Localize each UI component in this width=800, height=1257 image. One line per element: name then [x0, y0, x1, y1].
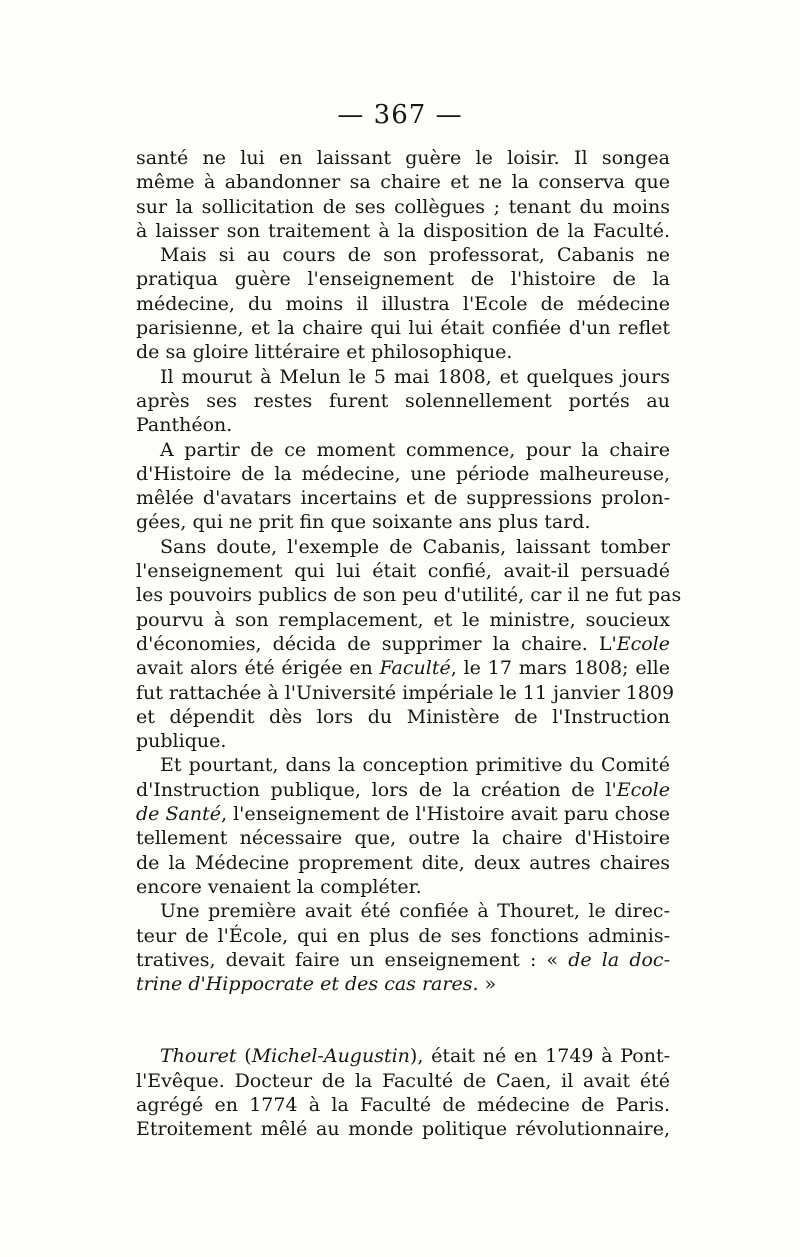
- text-line: après ses restes furent solennellement portés au: [136, 389, 670, 412]
- text-line: fut rattachée à l'Université impériale le 11 janvier 1809: [136, 681, 675, 704]
- paragraph-first-line: Et pourtant, dans la conception primitive du Comité: [160, 754, 670, 777]
- italic-segment: de Santé: [136, 803, 221, 826]
- text-line: tellement nécessaire que, outre la chaire d'Histoire: [136, 827, 670, 850]
- section-gap: [136, 996, 670, 1044]
- text-line: parisienne, et la chaire qui lui était confiée d'un reflet: [136, 317, 670, 340]
- text-line: même à abandonner sa chaire et ne la conserva que: [136, 171, 670, 194]
- text-line: Panthéon.: [136, 414, 233, 437]
- text-line: agrégé en 1774 à la Faculté de médecine de Paris.: [136, 1093, 670, 1116]
- text-segment: d'Instruction publique, lors de la création de l': [136, 778, 617, 801]
- text-line: teur de l'École, qui en plus de ses fonctions adminis-: [136, 924, 670, 947]
- text-segment: ), était né en 1749 à Pont-: [409, 1045, 671, 1068]
- text-segment: (: [236, 1045, 252, 1068]
- text-segment: avait alors été érigée en: [136, 657, 380, 680]
- paragraph-first-line: Il mourut à Melun le 5 mai 1808, et quelques jours: [160, 365, 670, 388]
- paragraph-first-line: Une première avait été confiée à Thouret, le direc-: [160, 900, 670, 923]
- text-segment: d'économies, décida de supprimer la chaire. L': [136, 632, 617, 655]
- italic-segment: Michel-Augustin: [251, 1045, 410, 1068]
- text-line: encore venaient la compléter.: [136, 875, 422, 898]
- italic-segment: Ecole: [616, 778, 670, 801]
- italic-segment: de la doc-: [568, 948, 670, 971]
- text-line: pourvu à son remplacement, et le ministre, soucieux: [136, 608, 670, 631]
- text-line: [136, 802, 670, 826]
- paragraph-first-line: Mais si au cours de son professorat, Cabanis ne: [160, 244, 670, 267]
- text-segment: , le 17 mars 1808; elle: [450, 657, 671, 680]
- text-segment: , l'enseignement de l'Histoire avait paru chose: [220, 803, 670, 826]
- text-line: de sa gloire littéraire et philosophique.: [136, 341, 513, 364]
- italic-segment: Thouret: [160, 1045, 237, 1068]
- text-line: [136, 656, 670, 680]
- text-line: d'Histoire de la médecine, une période malheureuse,: [136, 462, 670, 485]
- text-line: sur la sollicitation de ses collègues ; tenant du moins: [136, 195, 670, 218]
- text-line: à laisser son traitement à la disposition de la Faculté.: [136, 219, 670, 242]
- text-line: l'enseignement qui lui était confié, avait-il persuadé: [136, 560, 670, 583]
- text-line: et dépendit dès lors du Ministère de l'Instruction: [136, 705, 670, 728]
- text-line: [136, 948, 670, 972]
- text-line: pratiqua guère l'enseignement de l'histoire de la: [136, 268, 670, 291]
- paragraph-first-line: Sans doute, l'exemple de Cabanis, laissant tomber: [160, 535, 670, 558]
- page-number: — 367 —: [337, 100, 463, 130]
- italic-segment: Faculté: [379, 657, 451, 680]
- body-text: [136, 146, 682, 1142]
- paragraph-first-line: A partir de ce moment commence, pour la chaire: [160, 438, 670, 461]
- text-line: Etroitement mêlé au monde politique révolutionnaire,: [136, 1118, 670, 1141]
- text-line: gées, qui ne prit fin que soixante ans plus tard.: [136, 511, 591, 534]
- paragraph-first-line: [136, 1044, 670, 1068]
- text-line: l'Evêque. Docteur de la Faculté de Caen, il avait été: [136, 1069, 670, 1092]
- italic-segment: trine d'Hippocrate et des cas rares.: [136, 973, 479, 996]
- text-line: publique.: [136, 730, 227, 753]
- italic-segment: Ecole: [616, 632, 670, 655]
- text-line: mêlée d'avatars incertains et de suppressions prolon-: [136, 487, 670, 510]
- text-line: les pouvoirs publics de son peu d'utilité, car il ne fut pas: [136, 584, 682, 607]
- text-line: [136, 778, 670, 802]
- text-segment: »: [478, 973, 497, 996]
- text-segment: tratives, devait faire un enseignement : «: [136, 948, 569, 971]
- text-line: [136, 972, 670, 996]
- text-line: médecine, du moins il illustra l'Ecole de médecine: [136, 292, 670, 315]
- text-line: santé ne lui en laissant guère le loisir. Il songea: [136, 147, 670, 169]
- text-line: de la Médecine proprement dite, deux autres chaires: [136, 851, 670, 874]
- text-line: [136, 632, 670, 656]
